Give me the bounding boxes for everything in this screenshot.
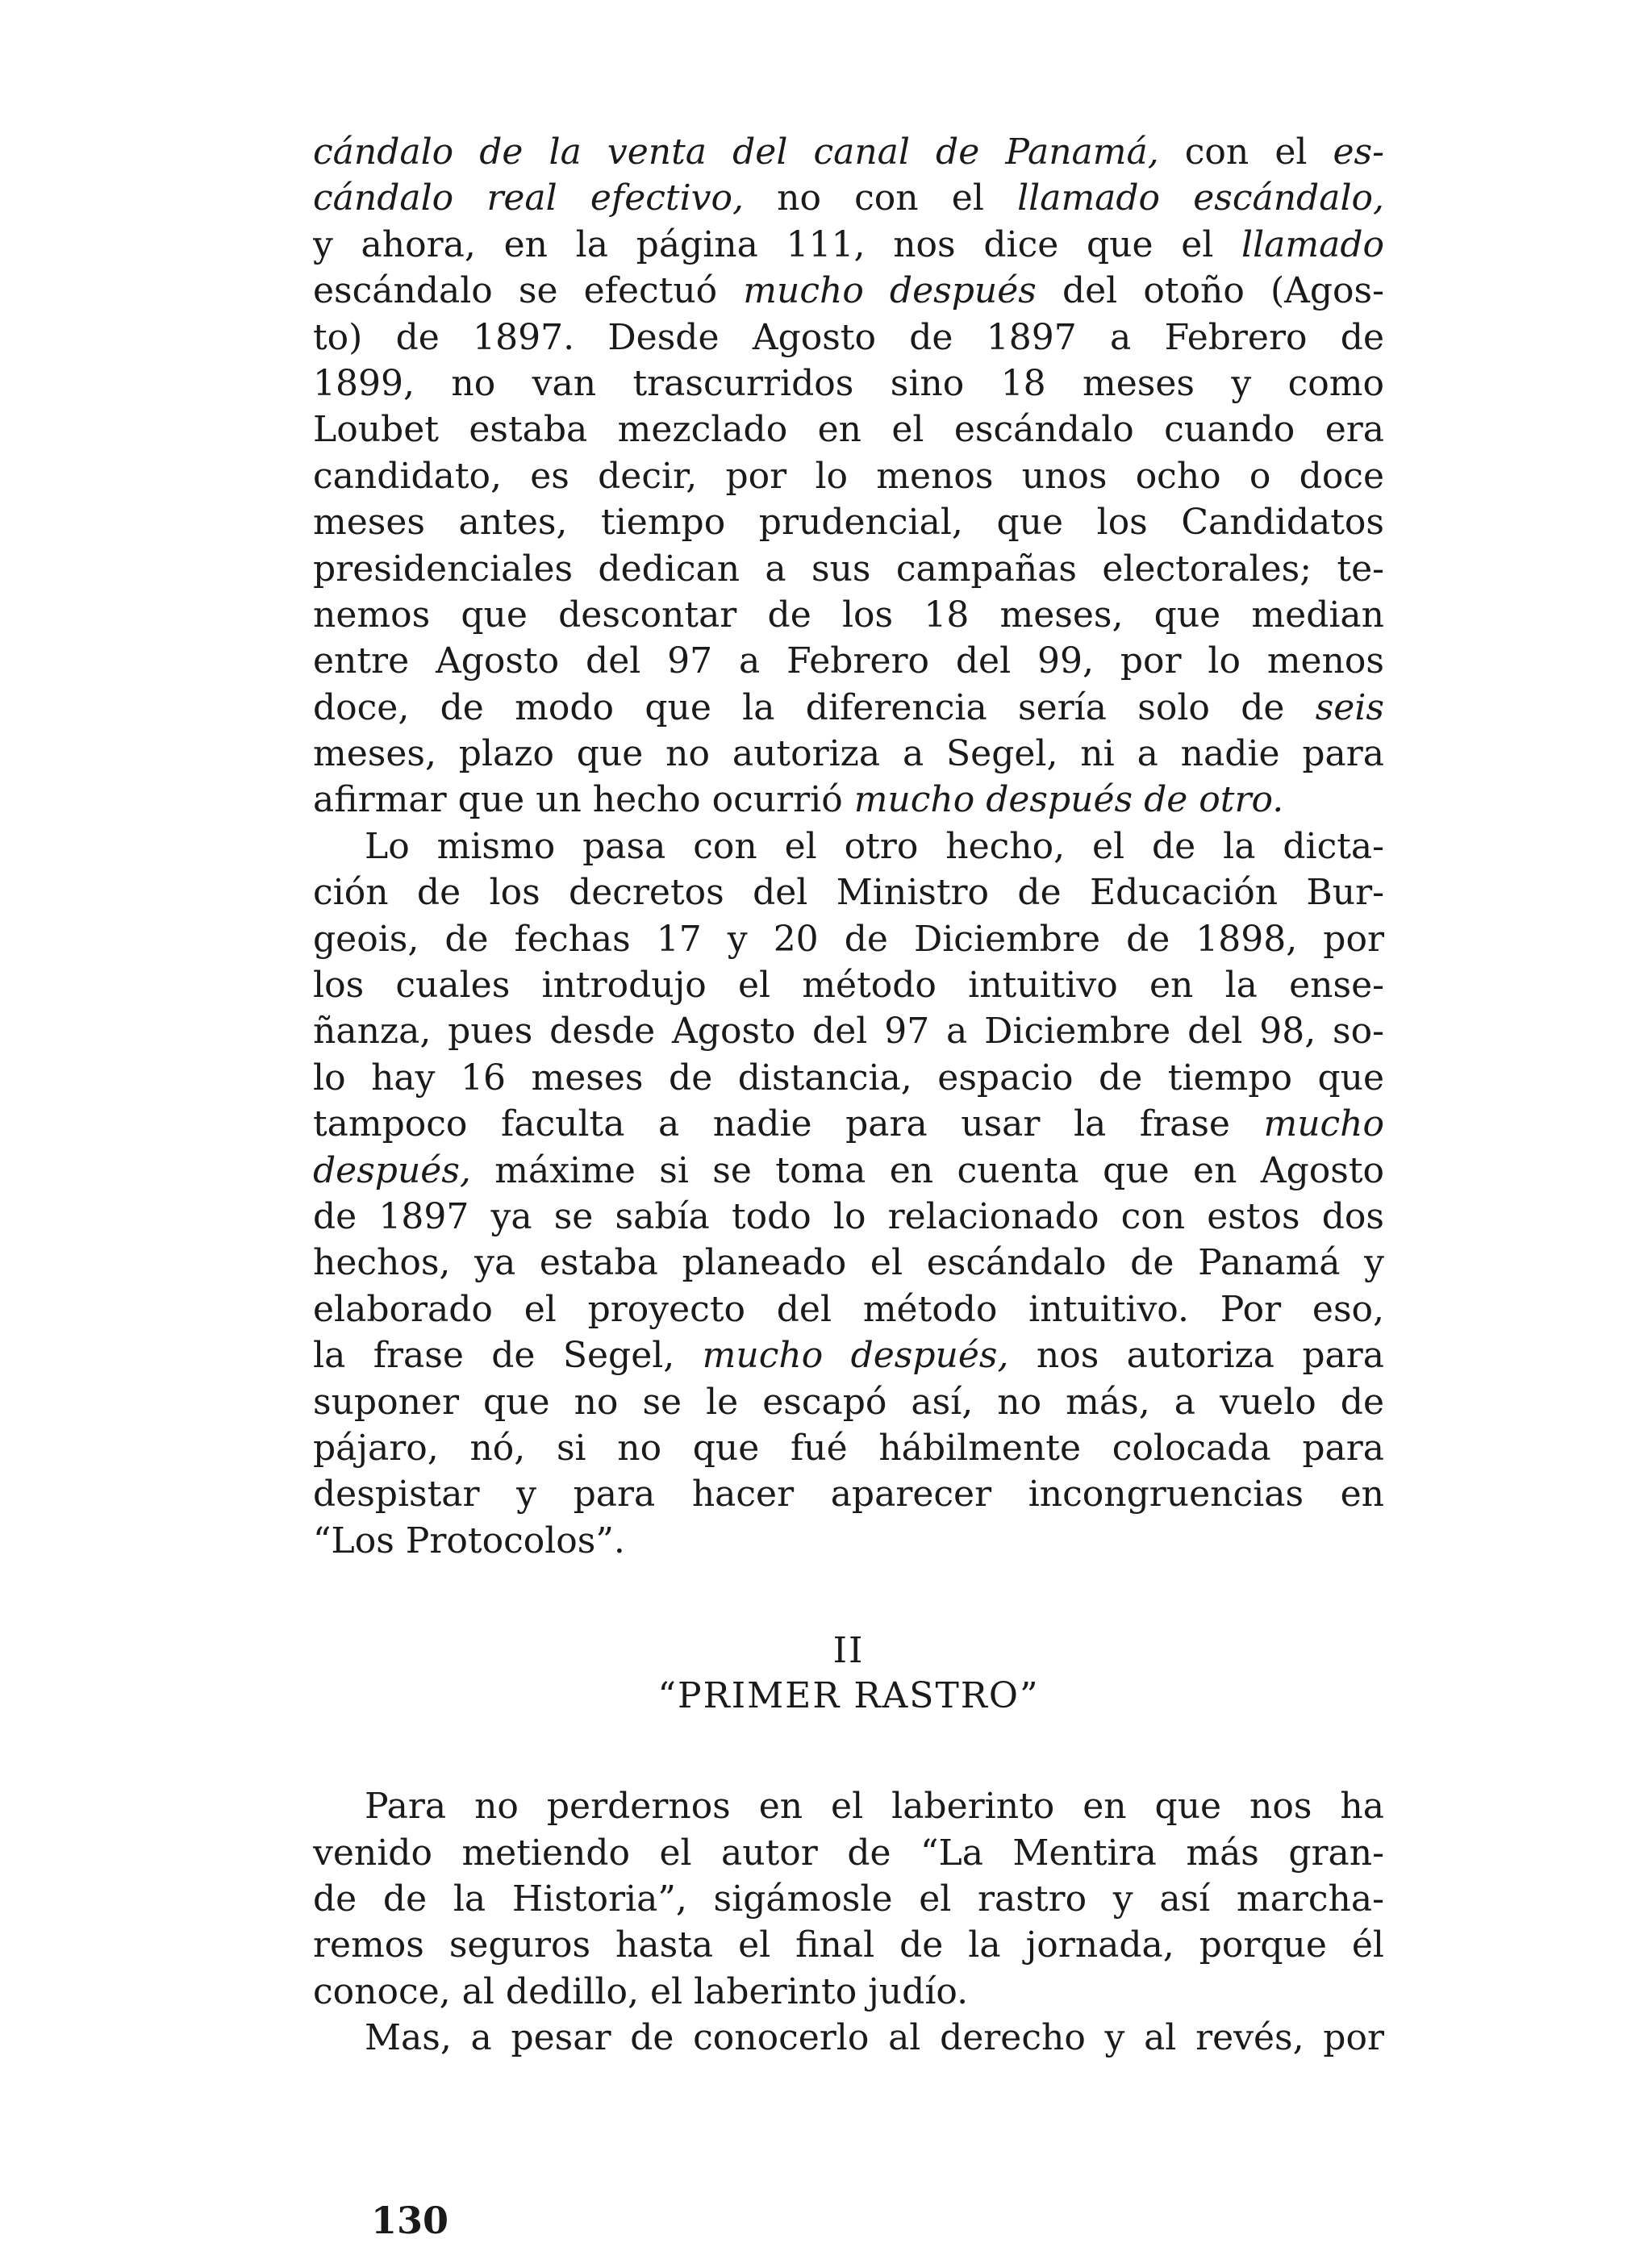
text-line	[313, 546, 1384, 592]
text-run: máxime si se toma en cuenta que en Agosto	[470, 1149, 1384, 1191]
text-line	[313, 1471, 1384, 1517]
italic-text: llamado escándalo,	[1017, 177, 1384, 219]
text-line	[313, 1286, 1384, 1332]
italic-text: seis	[1315, 686, 1384, 728]
text-run: con el	[1158, 131, 1333, 173]
text-line	[313, 1830, 1384, 1876]
page-number: 130	[371, 2199, 449, 2243]
text-run: escándalo se efectuó	[313, 270, 744, 312]
text-run: “Los Protocolos”.	[313, 1520, 625, 1561]
text-line	[313, 361, 1384, 406]
text-line	[313, 1379, 1384, 1425]
text-run: entre Agosto del 97 a Febrero del 99, por lo menos	[313, 640, 1384, 682]
text-line	[313, 869, 1384, 915]
text-line	[313, 823, 1384, 869]
text-line	[313, 129, 1384, 175]
text-run: venido metiendo el autor de “La Mentira más gran-	[313, 1832, 1384, 1874]
text-line	[313, 1922, 1384, 1968]
text-run: 1899, no van trascurridos sino 18 meses y como	[313, 362, 1384, 404]
italic-text: mucho después de otro.	[853, 779, 1284, 821]
paragraph-block-1	[313, 129, 1384, 1564]
text-run: to) de 1897. Desde Agosto de 1897 a Febrero de	[313, 316, 1384, 358]
text-line	[313, 1783, 1384, 1829]
text-line	[313, 731, 1384, 777]
text-line	[313, 592, 1384, 638]
italic-text: después,	[313, 1149, 471, 1191]
text-line	[313, 499, 1384, 545]
text-run: los cuales introdujo el método intuitivo en la ense-	[313, 965, 1384, 1007]
text-run: de 1897 ya se sabía todo lo relacionado con estos dos	[313, 1195, 1384, 1237]
text-line	[313, 175, 1384, 221]
text-run: nemos que descontar de los 18 meses, que median	[313, 594, 1384, 636]
text-line	[313, 1008, 1384, 1054]
text-line	[313, 1240, 1384, 1286]
text-run: Mas, a pesar de conocerlo al derecho y al revés, por	[365, 2017, 1384, 2059]
text-run: meses, plazo que no autoriza a Segel, ni a nadie para	[313, 733, 1384, 775]
spacer	[313, 1719, 1384, 1783]
text-run: presidenciales dedican a sus campañas electorales; te-	[313, 548, 1384, 590]
text-line	[313, 777, 1384, 823]
text-run: geois, de fechas 17 y 20 de Diciembre de 1898, por	[313, 918, 1384, 960]
text-line	[313, 1101, 1384, 1147]
text-line	[313, 916, 1384, 962]
text-run: despistar y para hacer aparecer incongruencias en	[313, 1474, 1384, 1515]
text-line	[313, 1518, 1384, 1564]
text-run: meses antes, tiempo prudencial, que los Candidatos	[313, 502, 1384, 544]
text-line	[313, 1055, 1384, 1101]
text-line	[313, 1332, 1384, 1378]
text-line	[313, 1969, 1384, 2015]
text-line	[313, 638, 1384, 684]
text-run: nos autoriza para	[1008, 1335, 1384, 1377]
text-line	[313, 453, 1384, 499]
text-run: ñanza, pues desde Agosto del 97 a Diciembre del 98, so-	[313, 1011, 1384, 1053]
text-line	[313, 268, 1384, 314]
text-run: no con el	[743, 177, 1018, 219]
text-run: de de la Historia”, sigámosle el rastro y así marcha-	[313, 1878, 1384, 1920]
spacer	[313, 2061, 1384, 2198]
italic-text: mucho	[1263, 1103, 1384, 1145]
text-run: afirmar que un hecho ocurrió	[313, 779, 854, 821]
text-run: la frase de Segel,	[313, 1335, 703, 1377]
text-line	[313, 962, 1384, 1008]
italic-text: es-	[1333, 131, 1384, 173]
text-run: suponer que no se le escapó así, no más, a vuelo de	[313, 1381, 1384, 1423]
text-run: remos seguros hasta el final de la jornada, porque él	[313, 1924, 1384, 1966]
book-page	[313, 129, 1384, 2243]
text-run: tampoco faculta a nadie para usar la frase	[313, 1103, 1264, 1145]
text-line	[313, 315, 1384, 361]
text-run: elaborado el proyecto del método intuitivo. Por eso,	[313, 1288, 1384, 1330]
text-line	[313, 2015, 1384, 2061]
text-line	[313, 406, 1384, 452]
paragraph-block-2	[313, 1783, 1384, 2061]
text-line	[313, 222, 1384, 268]
text-line	[313, 1876, 1384, 1922]
text-run: del otoño (Agos-	[1036, 270, 1384, 312]
text-run: lo hay 16 meses de distancia, espacio de tiempo que	[313, 1057, 1384, 1099]
text-line	[313, 1148, 1384, 1194]
text-run: Lo mismo pasa con el otro hecho, el de la dicta-	[365, 825, 1384, 867]
text-run: Para no perdernos en el laberinto en que nos ha	[365, 1786, 1384, 1828]
section-number: II	[832, 1630, 865, 1672]
text-run: conoce, al dedillo, el laberinto judío.	[313, 1970, 969, 2012]
text-run: y ahora, en la página 111, nos dice que el	[313, 223, 1241, 265]
italic-text: cándalo real efectivo,	[313, 177, 744, 219]
text-run: hechos, ya estaba planeado el escándalo de Panamá y	[313, 1242, 1384, 1284]
italic-text: mucho después,	[702, 1335, 1009, 1377]
text-run: candidato, es decir, por lo menos unos ocho o doce	[313, 455, 1384, 497]
text-run: pájaro, nó, si no que fué hábilmente colocada para	[313, 1427, 1384, 1469]
text-line	[313, 1194, 1384, 1240]
italic-text: llamado	[1241, 223, 1384, 265]
text-line	[313, 1425, 1384, 1471]
text-line	[313, 685, 1384, 731]
italic-text: mucho después	[743, 270, 1037, 312]
text-run: ción de los decretos del Ministro de Educación Bur-	[313, 872, 1384, 914]
spacer	[313, 1564, 1384, 1628]
section-title: “PRIMER RASTRO”	[657, 1675, 1040, 1717]
italic-text: cándalo de la venta del canal de Panamá,	[313, 131, 1159, 173]
text-run: doce, de modo que la diferencia sería solo de	[313, 686, 1316, 728]
text-run: Loubet estaba mezclado en el escándalo cuando era	[313, 409, 1384, 451]
